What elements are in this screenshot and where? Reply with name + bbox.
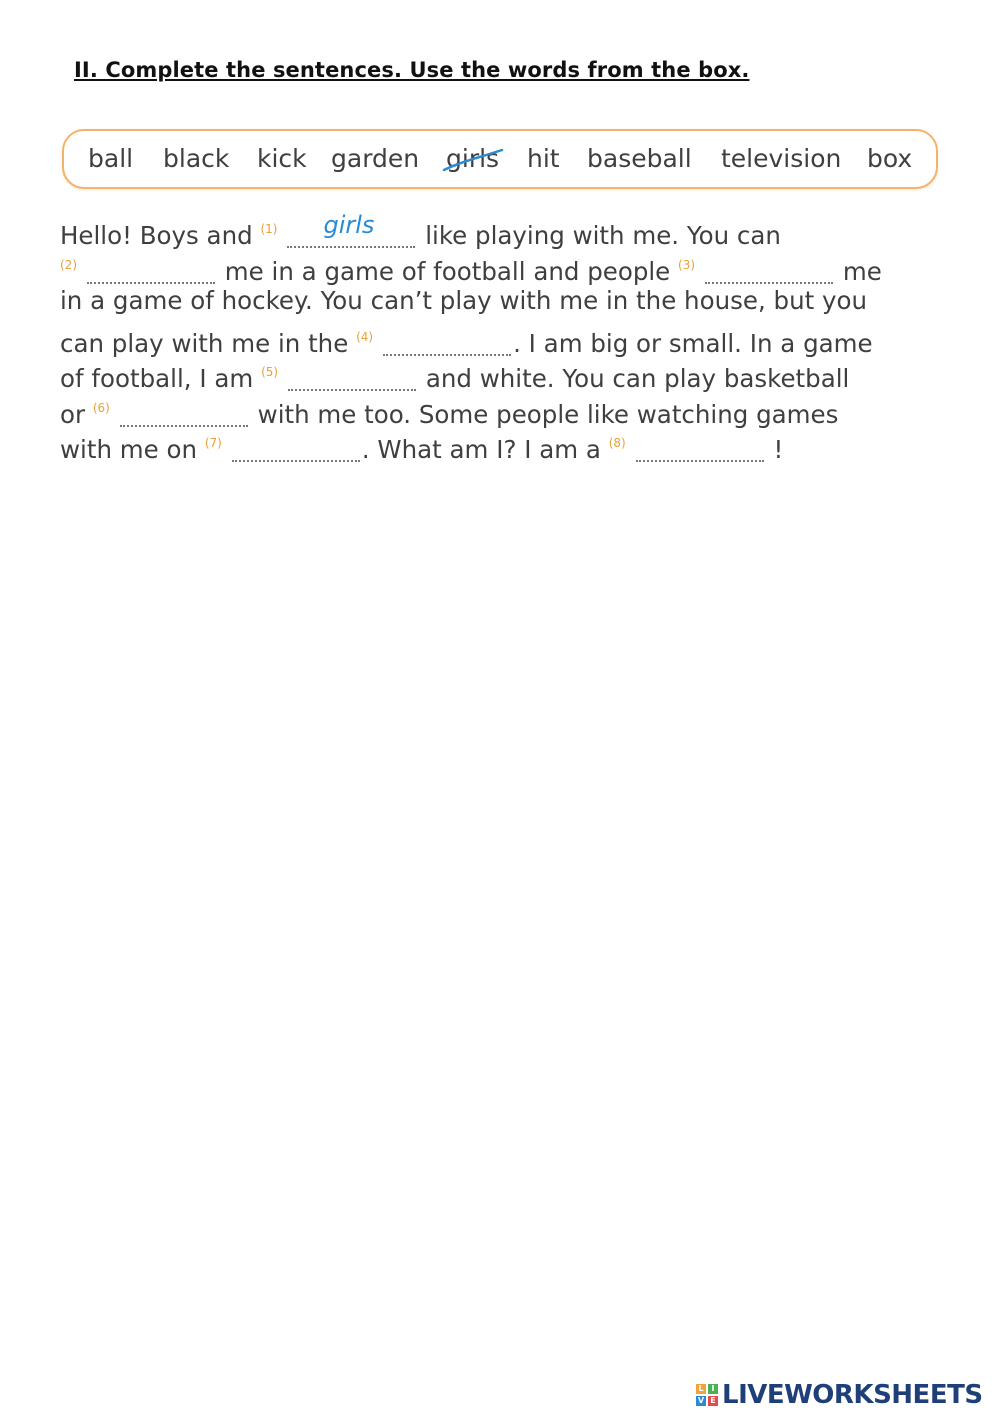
- passage-line-7: [60, 428, 784, 464]
- passage-line-3: [60, 286, 867, 316]
- passage-line-2: [60, 250, 882, 286]
- word-garden: garden: [331, 144, 420, 173]
- text-segment: with me too. Some people like watching games: [257, 400, 839, 429]
- text-segment: like playing with me. You can: [425, 221, 781, 250]
- text-segment: with me on: [60, 435, 198, 464]
- blank-number-2: (2): [60, 258, 77, 272]
- text-segment: . What am I? I am a: [361, 435, 601, 464]
- text-segment: can play with me in the: [60, 329, 349, 358]
- logo-mark-icon: [696, 1384, 718, 1406]
- logo-text: LIVEWORKSHEETS: [722, 1380, 983, 1410]
- text-segment: or: [60, 400, 86, 429]
- word-kick: kick: [257, 144, 307, 173]
- text-segment: me in a game of football and people: [224, 257, 671, 286]
- word-girls: girls: [446, 144, 500, 173]
- logo-letter: L: [696, 1384, 706, 1394]
- answer-blank-7[interactable]: [232, 438, 360, 462]
- answer-blank-3[interactable]: [705, 260, 833, 284]
- answer-text-1: girls: [323, 211, 375, 239]
- text-segment: me: [842, 257, 882, 286]
- blank-number-6: (6): [92, 401, 110, 415]
- answer-blank-1[interactable]: [287, 211, 415, 248]
- word-baseball: baseball: [587, 144, 692, 173]
- blank-number-3: (3): [678, 258, 696, 272]
- word-hit: hit: [527, 144, 560, 173]
- instruction-heading: II. Complete the sentences. Use the words from the box.: [74, 58, 750, 82]
- text-segment: in a game of hockey. You can’t play with me in the house, but you: [60, 286, 868, 315]
- passage-line-6: [60, 393, 839, 429]
- blank-number-4: (4): [356, 330, 374, 344]
- blank-number-8: (8): [608, 436, 626, 450]
- passage-line-1: [60, 211, 781, 250]
- blank-number-5: (5): [261, 365, 279, 379]
- passage-line-5: [60, 357, 850, 393]
- blank-number-7: (7): [204, 436, 222, 450]
- answer-blank-8[interactable]: [636, 438, 764, 462]
- answer-blank-5[interactable]: [288, 367, 416, 391]
- answer-blank-6[interactable]: [120, 403, 248, 427]
- text-segment: Hello! Boys and: [60, 221, 253, 250]
- word-box-item: box: [867, 144, 913, 173]
- text-segment: and white. You can play basketball: [425, 364, 850, 393]
- word-black: black: [163, 144, 230, 173]
- passage-line-4: [60, 322, 873, 358]
- word-television: television: [721, 144, 842, 173]
- logo-letter: E: [708, 1396, 718, 1406]
- logo-letter: I: [708, 1384, 718, 1394]
- text-segment: !: [773, 435, 784, 464]
- text-segment: of football, I am: [60, 364, 254, 393]
- text-segment: . I am big or small. In a game: [513, 329, 873, 358]
- word-ball: ball: [88, 144, 134, 173]
- answer-blank-4[interactable]: [383, 332, 511, 356]
- logo-letter: V: [697, 1396, 705, 1405]
- answer-blank-2[interactable]: [87, 260, 215, 284]
- liveworksheets-logo: [696, 1378, 983, 1412]
- blank-number-1: (1): [260, 222, 278, 236]
- strikethrough-mark: [442, 146, 504, 176]
